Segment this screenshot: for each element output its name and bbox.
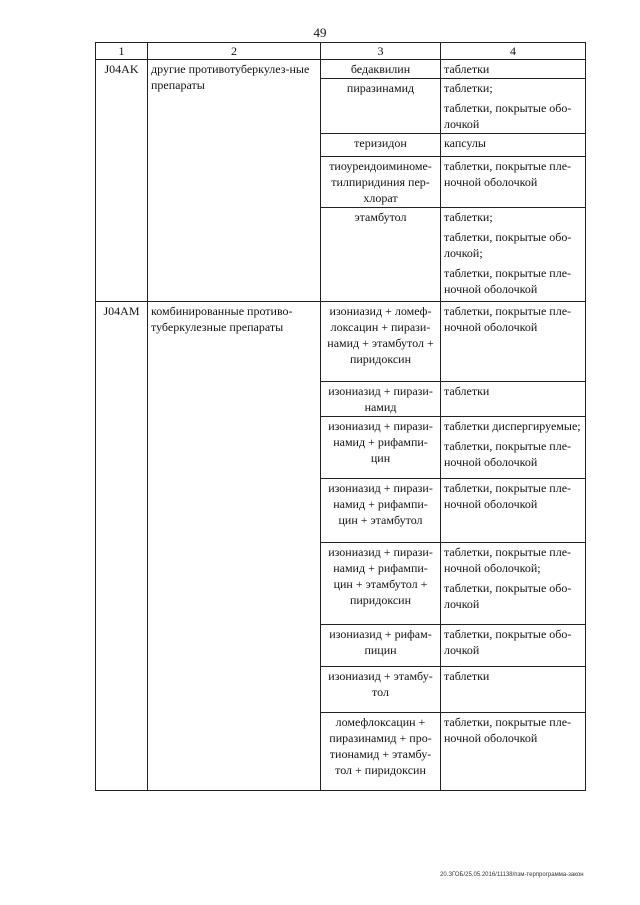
- dosage-form: таблетки, покрытые обо-лочкой;: [444, 230, 572, 260]
- table-body: [96, 60, 586, 791]
- drug-name: изониазид + пирази-намид: [321, 382, 441, 417]
- dosage-form: таблетки, покрытые обо-лочкой: [444, 101, 572, 131]
- group-name: комбинированные противо-туберкулезные препараты: [148, 302, 321, 791]
- dosage-form: таблетки: [444, 384, 490, 398]
- atc-code: J04AK: [96, 60, 148, 302]
- drug-name: ломефлоксацин + пиразинамид + про-тионамид + этамбу-тол + пиридоксин: [321, 713, 441, 791]
- dosage-form: капсулы: [444, 136, 486, 150]
- drug-name: бедаквилин: [321, 60, 441, 79]
- dosage-forms: [441, 208, 586, 302]
- dosage-forms: [441, 479, 586, 543]
- atc-code: J04AM: [96, 302, 148, 791]
- drug-name: этамбутол: [321, 208, 441, 302]
- header-row: [96, 43, 586, 60]
- drug-name: тиоуреидоиминоме-тилпиридиния пер-хлорат: [321, 157, 441, 208]
- dosage-form: таблетки, покрытые пле-ночной оболочкой: [444, 439, 572, 469]
- dosage-forms: [441, 417, 586, 479]
- column-header-3: 3: [321, 43, 441, 60]
- dosage-form: таблетки, покрытые пле-ночной оболочкой: [444, 159, 572, 189]
- dosage-form: таблетки, покрытые пле-ночной оболочкой: [444, 304, 572, 334]
- dosage-forms: [441, 79, 586, 134]
- dosage-form: таблетки: [444, 62, 490, 76]
- column-header-2: 2: [148, 43, 321, 60]
- drug-name: изониазид + рифам-пицин: [321, 625, 441, 667]
- dosage-form: таблетки, покрытые пле-ночной оболочкой: [444, 481, 572, 511]
- dosage-forms: [441, 302, 586, 382]
- dosage-forms: [441, 382, 586, 417]
- dosage-forms: [441, 157, 586, 208]
- group-name: другие противотуберкулез-ные препараты: [148, 60, 321, 302]
- dosage-form: таблетки, покрытые пле-ночной оболочкой: [444, 715, 572, 745]
- dosage-forms: [441, 60, 586, 79]
- drug-name: изониазид + пирази-намид + рифампи-цин + этамбутол: [321, 479, 441, 543]
- drug-name: изониазид + этамбу-тол: [321, 667, 441, 713]
- column-header-1: 1: [96, 43, 148, 60]
- dosage-forms: [441, 134, 586, 157]
- dosage-form: таблетки, покрытые пле-ночной оболочкой: [444, 266, 572, 296]
- dosage-forms: [441, 667, 586, 713]
- drug-table: [95, 42, 586, 791]
- drug-name: теризидон: [321, 134, 441, 157]
- dosage-form: таблетки, покрытые обо-лочкой: [444, 581, 572, 611]
- dosage-form: таблетки;: [444, 210, 493, 224]
- drug-name: изониазид + пирази-намид + рифампи-цин + этамбутол + пиридоксин: [321, 543, 441, 625]
- dosage-forms: [441, 713, 586, 791]
- dosage-form: таблетки, покрытые обо-лочкой: [444, 627, 572, 657]
- column-header-4: 4: [441, 43, 586, 60]
- dosage-form: таблетки диспергируемые;: [444, 419, 581, 433]
- footer-stamp: 20.ЗГОБ/25.05.2016/11138/пзм-терпрограмма-закон: [440, 872, 584, 878]
- dosage-form: таблетки;: [444, 81, 493, 95]
- drug-name: изониазид + ломеф-локсацин + пирази-намид + этамбутол + пиридоксин: [321, 302, 441, 382]
- table-row: [96, 60, 586, 79]
- dosage-forms: [441, 625, 586, 667]
- dosage-forms: [441, 543, 586, 625]
- page-number: 49: [313, 25, 327, 40]
- dosage-form: таблетки: [444, 669, 490, 683]
- drug-name: пиразинамид: [321, 79, 441, 134]
- table-row: [96, 302, 586, 382]
- dosage-form: таблетки, покрытые пле-ночной оболочкой;: [444, 545, 572, 575]
- drug-name: изониазид + пирази-намид + рифампи-цин: [321, 417, 441, 479]
